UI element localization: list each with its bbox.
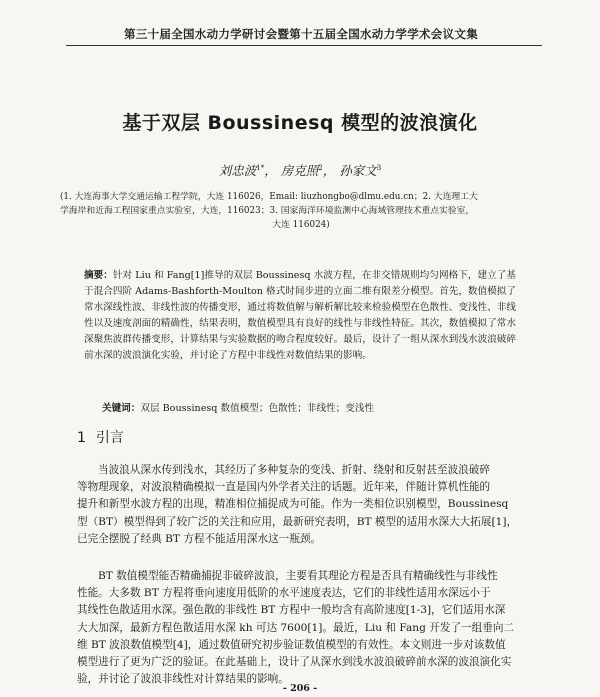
author-name: 刘忠波 bbox=[218, 163, 257, 178]
abstract bbox=[84, 268, 516, 364]
paragraph-line: 验，并讨论了波浪非线性对计算结果的影响。 bbox=[77, 673, 289, 686]
abstract-label: 摘要： bbox=[84, 270, 113, 281]
affiliation-line: 大连 116024) bbox=[272, 220, 330, 230]
body-paragraph bbox=[77, 568, 533, 688]
section-number: 1 bbox=[77, 430, 86, 446]
author-affiliation-mark: 3 bbox=[376, 163, 382, 172]
author-name: 房克照 bbox=[280, 163, 319, 178]
author-affiliation-mark: 2 bbox=[318, 163, 323, 172]
affiliations bbox=[60, 190, 542, 232]
author-separator: ， bbox=[264, 163, 277, 178]
body-paragraph bbox=[77, 462, 533, 548]
section-heading bbox=[77, 427, 124, 447]
author-affiliation-mark: 1* bbox=[256, 163, 265, 172]
paragraph-line: 模型进行了更为广泛的验证。在此基础上，设计了从深水到浅水波浪破碎前水深的波浪演化实 bbox=[77, 656, 512, 669]
affiliation-line: 学海岸和近海工程国家重点实验室，大连，116023；3. 国家海洋环境监测中心海域管理技术重点实验室， bbox=[60, 206, 475, 216]
section-title: 引言 bbox=[95, 430, 124, 446]
keywords bbox=[102, 402, 522, 416]
paper-title: 基于双层 Boussinesq 模型的波浪演化 bbox=[122, 112, 478, 134]
keywords-label: 关键词： bbox=[102, 403, 141, 414]
running-header: 第三十届全国水动力学研讨会暨第十五届全国水动力学学术会议文集 bbox=[124, 27, 478, 41]
affiliation-line: (1. 大连海事大学交通运输工程学院，大连 116026，Email: liuzhongbo@dlmu.edu.cn；2. 大连理工大 bbox=[60, 192, 478, 202]
author-separator: ， bbox=[322, 163, 336, 178]
paragraph-line: 已完全摆脱了经典 BT 方程不能适用深水这一瓶颈。 bbox=[77, 532, 322, 545]
paragraph-line: 维 BT 波浪数值模型[4]，通过数值研究初步验证数值模型的有效性。本文则进一步对该数值 bbox=[77, 638, 506, 651]
paragraph-line: 型（BT）模型得到了较广泛的关注和应用，最新研究表明，BT 模型的适用水深大大拓展[1]， bbox=[77, 515, 518, 528]
paragraph-line: 性能。大多数 BT 方程将垂向速度用低阶的水平速度表达，它们的非线性适用水深远小于 bbox=[77, 587, 491, 600]
author-name: 孙家文 bbox=[339, 163, 377, 178]
paragraph-line: 当波浪从深水传到浅水，其经历了多种复杂的变浅、折射、绕射和反射甚至波浪破碎 bbox=[98, 464, 490, 476]
paragraph-line: 等物理现象，对波浪精确模拟一直是国内外学者关注的话题。近年来，伴随计算机性能的 bbox=[77, 481, 491, 494]
keywords-text: 双层 Boussinesq 数值模型；色散性；非线性；变浅性 bbox=[140, 403, 375, 414]
paragraph-line: 其线性色散适用水深。强色散的非线性 BT 方程中一般均含有高阶速度[1-3]，它们适用水深 bbox=[77, 604, 506, 617]
paragraph-line: 提升和新型水波方程的出现，精准相位捕捉成为可能。作为一类相位识别模型，Boussinesq bbox=[77, 498, 509, 511]
author-list bbox=[40, 161, 560, 179]
page-number: - 206 - bbox=[282, 683, 318, 694]
paragraph-line: 大大加深，最新方程色散适用水深 kh 可达 7600[1]。最近，Liu 和 Fang 开发了一组垂向二 bbox=[77, 621, 515, 634]
paragraph-line: BT 数值模型能否精确捕捉非破碎波浪，主要看其理论方程是否具有精确线性与非线性 bbox=[98, 570, 498, 582]
header-rule bbox=[66, 45, 542, 46]
abstract-text: 针对 Liu 和 Fang[1]推导的双层 Boussinesq 水波方程，在非交错规则均匀网格下，建立了基于混合四阶 Adams-Bashforth-Moulton 格式时间步进的立面二维有限差分模型。首先，数值模拟了常水深线性波、非线性波的传播变形，通过将数值解与解析解比较来检验模型在色散性、变浅性、非线性以及速度剖面的精确性，结果表明，数值模型具有良好的线性与非线性特征。其次，数值模拟了常水深聚焦波群传播变形，计算结果与实验数据的吻合程度较好。最后，设计了一组从深水到浅水波浪破碎前水深的波浪演化实验，并讨论了方程中非线性对数值结果的影响。 bbox=[84, 270, 517, 361]
